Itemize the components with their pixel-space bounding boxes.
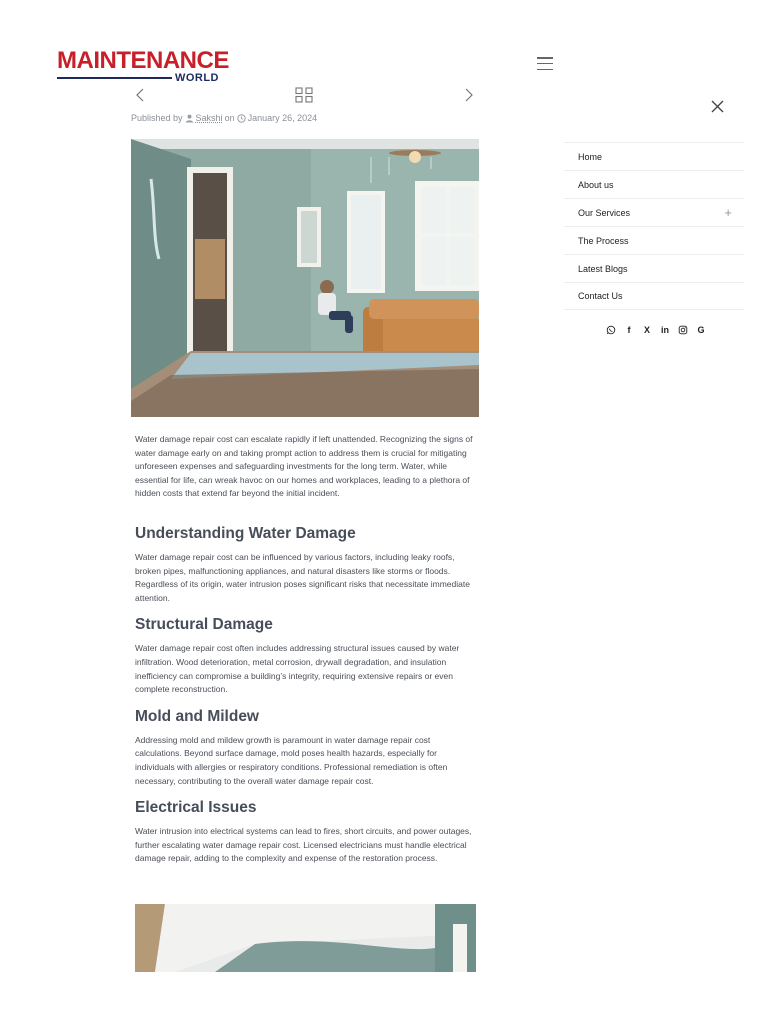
menu-item-the-process[interactable] — [564, 226, 744, 254]
logo-main-label: MAINTENANCE — [57, 47, 229, 74]
user-icon — [185, 114, 194, 123]
hamburger-line — [537, 57, 553, 59]
x-icon[interactable]: X — [643, 325, 650, 335]
menu-item-label: Home — [578, 151, 603, 162]
section-paragraph: Water damage repair cost can be influenced by various factors, including leaky roofs, broken pipes, malfunctioning appliances, and natural disasters like storms or floods. Regardless of its origin, water intrusion poses significant risks that necessitate immediate attention. — [135, 552, 470, 603]
menu-item-latest-blogs[interactable] — [564, 254, 744, 282]
published-by-label: Published by — [131, 113, 183, 123]
hamburger-menu-icon[interactable] — [537, 57, 553, 70]
google-icon[interactable]: G — [697, 325, 705, 335]
article-body — [135, 433, 475, 866]
author-link[interactable]: Sakshi — [195, 113, 223, 123]
hamburger-line — [537, 69, 553, 71]
menu-item-contact-us[interactable] — [564, 282, 744, 310]
menu-item-our-services[interactable] — [564, 198, 744, 226]
article-intro: Water damage repair cost can escalate rapidly if left unattended. Recognizing the signs of water damage early on and taking prompt action to address them is crucial for mitigating unforeseen expenses and safeguarding investments for the long term. Water, while essential for life, can wreak havoc on our homes and workplaces, leading to a plethora of hidden costs that extend far beyond the initial incident. — [135, 434, 473, 499]
site-logo[interactable] — [57, 47, 229, 84]
logo-sub-label: WORLD — [174, 72, 219, 84]
grid-icon[interactable] — [295, 87, 313, 103]
whatsapp-icon[interactable] — [606, 325, 616, 335]
menu-item-home[interactable] — [564, 142, 744, 170]
menu-item-label: Our Services — [578, 207, 631, 218]
menu-item-label: About us — [578, 179, 614, 190]
article-image — [135, 904, 476, 972]
section-heading: Mold and Mildew — [135, 707, 259, 725]
facebook-icon[interactable]: f — [627, 325, 631, 335]
section-paragraph: Addressing mold and mildew growth is paramount in water damage repair cost calculations. Beyond surface damage, mold poses health hazards, especially for individuals with allergies or respiratory conditions. Professional remediation is often necessary, contributing to the overall water damage repair cost. — [135, 734, 448, 786]
menu-item-label: Latest Blogs — [578, 263, 628, 274]
post-date: January 26, 2024 — [247, 113, 318, 123]
menu-item-about-us[interactable] — [564, 170, 744, 198]
menu-item-label: The Process — [578, 235, 629, 246]
section-heading: Understanding Water Damage — [135, 525, 356, 542]
section-paragraph: Water intrusion into electrical systems can lead to fires, short circuits, and power outages, further escalating water damage repair cost. Licensed electricians must handle electrical damage repair, adding to the complexity and expense of the restoration process. — [135, 826, 472, 864]
section-heading: Structural Damage — [135, 616, 273, 634]
social-links — [606, 325, 706, 335]
chevron-left-icon[interactable] — [134, 88, 148, 102]
logo-sub — [57, 73, 219, 83]
section-heading: Electrical Issues — [135, 799, 257, 817]
plus-icon[interactable]: + — [724, 205, 732, 220]
logo-main-text — [57, 47, 229, 74]
on-label: on — [224, 113, 235, 123]
menu-item-label: Contact Us — [578, 291, 623, 301]
chevron-right-icon[interactable] — [461, 88, 475, 102]
clock-icon — [237, 114, 246, 123]
hamburger-line — [537, 63, 553, 65]
side-menu — [564, 142, 744, 310]
hero-image — [131, 139, 479, 417]
post-navigation — [131, 86, 479, 104]
instagram-icon[interactable] — [678, 325, 688, 335]
close-icon[interactable] — [710, 99, 725, 114]
post-meta — [131, 113, 317, 123]
linkedin-icon[interactable]: in — [661, 325, 669, 335]
section-paragraph: Water damage repair cost often includes addressing structural issues caused by water infiltration. Wood deterioration, metal corrosion, drywall degradation, and insulation inefficiency can compromise a building’s integrity, requiring extensive repairs or even complete reconstruction. — [135, 643, 460, 695]
logo-underline — [57, 77, 172, 79]
